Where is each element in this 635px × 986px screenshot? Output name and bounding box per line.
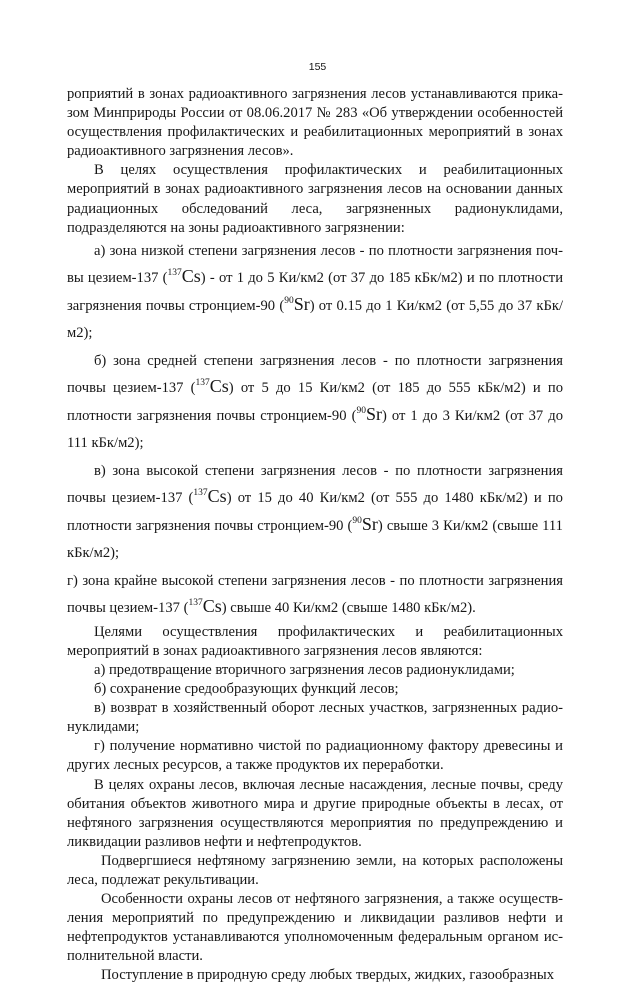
zone-item-medium [67, 348, 563, 458]
paragraph-oil-authority: Особенности охраны лесов от нефтяного загрязнения, а также осуществления мероприятий по предупреждению и ликвидации разливов нефти и нефтепродуктов устанавливаются уполномоченным федеральным органом исполнительной власти. [67, 891, 563, 965]
zone-low-text-3: ) от 0.15 до 1 Ки/км2 (от 5,55 до 37 кБк/м2); [67, 297, 563, 342]
goal-item-c: в) возврат в хозяйственный оборот лесных участков, загрязненных радионуклидами; [67, 700, 563, 736]
zone-item-very-high [67, 568, 563, 623]
zone-low-text-2: ) - от 1 до 5 Ки/км2 (от 37 до 185 кБк/м2) и по плотности загрязнения почвы стронцием-90 ( [67, 270, 563, 314]
zone-item-high [67, 458, 563, 568]
paragraph-goals-intro: Целями осуществления профилактических и реабилитационных мероприятий в зонах радиоактивного загрязнения лесов являются: [67, 623, 563, 659]
zone-item-low [67, 238, 563, 348]
paragraph-emissions: Поступление в природную среду любых твердых, жидких, газообразных [101, 967, 554, 984]
zone-high-text-3: ) свыше 3 Ки/км2 (свыше 111 кБк/м2); [67, 517, 563, 562]
zone-very-high-text-2: ) свыше 40 Ки/км2 (свыше 1480 кБк/м2). [221, 600, 476, 617]
cs137-symbol: $^{137}$Cs [188, 596, 222, 617]
paragraph-oil-protection: В целях охраны лесов, включая лесные насаждения, лесные почвы, среду обитания объектов животного мира и другие природные объекты в лесах, от нефтяного загрязнения осуществляются мероприятия по предупреждению и ликвидации разливов нефти и нефтепродуктов. [67, 776, 563, 850]
cs137-symbol: $^{137}$Cs [195, 376, 229, 397]
document-body [67, 85, 563, 986]
cs137-symbol: $^{137}$Cs [193, 486, 227, 507]
paragraph-intro: роприятий в зонах радиоактивного загрязнения лесов устанавливаются приказом Минприроды России от 08.06.2017 № 283 «Об утверждении особенностей осуществления профилактических и реабилитационных мероприятий в зонах радиоактивного загрязнения лесов». [67, 86, 563, 160]
paragraph-zones-intro: В целях осуществления профилактических и реабилитационных мероприятий в зонах радиоактивного загрязнения лесов на основании данных радиационных обследований леса, загрязненных радионуклидами, подразделяются на зоны радиоактивного загрязнении: [67, 162, 563, 236]
zone-low-text-1: а) зона низкой степени загрязнения лесов - по плотности загрязнения почвы цезием-137 ( [67, 242, 563, 287]
goal-item-b: б) сохранение средообразующих функций лесов; [94, 681, 399, 698]
zone-high-text-2: ) от 15 до 40 Ки/км2 (от 555 до 1480 кБк/м2) и по плотности загрязнения почвы стронцием-90 ( [67, 490, 563, 534]
goal-item-a: а) предотвращение вторичного загрязнения лесов радионуклидами; [94, 661, 515, 678]
sr90-symbol: $^{90}$Sr [352, 513, 378, 534]
zone-medium-text-1: б) зона средней степени загрязнения лесов - по плотности загрязнения почвы цезием-137 ( [67, 352, 563, 397]
zone-high-text-1: в) зона высокой степени загрязнения лесов - по плотности загрязнения почвы цезием-137 ( [67, 462, 563, 507]
sr90-symbol: $^{90}$Sr [356, 403, 382, 424]
paragraph-recultivation: Подвергшиеся нефтяному загрязнению земли, на которых расположены леса, подлежат рекультивации. [67, 852, 563, 888]
cs137-symbol: $^{137}$Cs [167, 266, 201, 287]
zone-medium-text-2: ) от 5 до 15 Ки/км2 (от 185 до 555 кБк/м2) и по плотности загрязнения почвы стронцием-90 ( [67, 380, 563, 424]
sr90-symbol: $^{90}$Sr [284, 293, 310, 314]
goal-item-d: г) получение нормативно чистой по радиационному фактору древесины и других лесных ресурсов, а также продуктов их переработки. [67, 738, 563, 774]
page-number: 155 [308, 61, 327, 73]
zone-very-high-text-1: г) зона крайне высокой степени загрязнения лесов - по плотности загрязнения почвы цезием-137 ( [67, 572, 563, 617]
zone-medium-text-3: ) от 1 до 3 Ки/км2 (от 37 до 111 кБк/м2); [67, 407, 563, 452]
